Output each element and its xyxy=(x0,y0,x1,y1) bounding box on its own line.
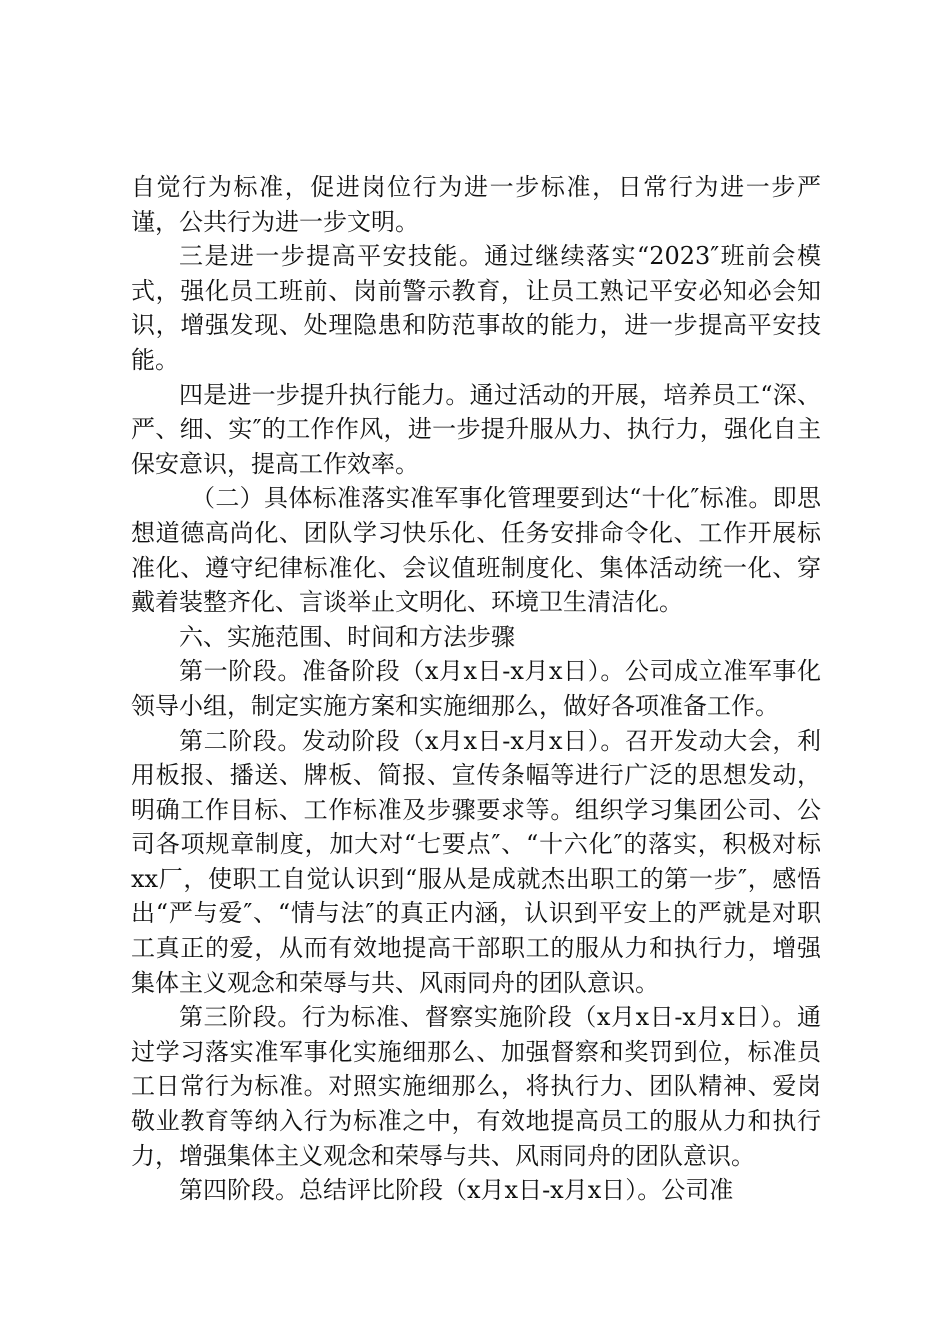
paragraph-ten-standards: （二）具体标准落实准军事化管理要到达“十化″标准。即思想道德高尚化、团队学习快乐化、任务安排命令化、工作开展标准化、遵守纪律标准化、会议值班制度化、集体活动统一化、穿戴着装整齐化、言谈举止文明化、环境卫生清洁化。 xyxy=(131,484,821,617)
paragraph-stage-one: 第一阶段。准备阶段（x月x日-x月x日）。公司成立准军事化领导小组，制定实施方案和实施细那么，做好各项准备工作。 xyxy=(131,657,821,720)
paragraph-stage-four: 第四阶段。总结评比阶段（x月x日-x月x日）。公司准 xyxy=(179,1176,734,1205)
paragraph-stage-two: 第二阶段。发动阶段（x月x日-x月x日）。召开发动大会，利用板报、播送、牌板、简报、宣传条幅等进行广泛的思想发动，明确工作目标、工作标准及步骤要求等。组织学习集团公司、公司各项规章制度，加大对“七要点″、“十六化″的落实，积极对标xx厂，使职工自觉认识到“服从是成就杰出职工的第一步″，感悟出“严与爱″、“情与法″的真正内涵，认识到平安上的严就是对职工真正的爱，从而有效地提高干部职工的服从力和执行力，增强集体主义观念和荣辱与共、风雨同舟的团队意识。 xyxy=(131,726,821,997)
paragraph-continuation: 自觉行为标准，促进岗位行为进一步标准，日常行为进一步严谨，公共行为进一步文明。 xyxy=(131,173,821,236)
paragraph-safety-skills: 三是进一步提高平安技能。通过继续落实“2023″班前会模式，强化员工班前、岗前警示教育，让员工熟记平安必知必会知识，增强发现、处理隐患和防范事故的能力，进一步提高平安技能。 xyxy=(131,242,821,374)
paragraph-execution-ability: 四是进一步提升执行能力。通过活动的开展，培养员工“深、严、细、实″的工作作风，进一步提升服从力、执行力，强化自主保安意识，提高工作效率。 xyxy=(131,380,821,478)
paragraph-stage-three: 第三阶段。行为标准、督察实施阶段（x月x日-x月x日）。通过学习落实准军事化实施细那么、加强督察和奖罚到位，标准员工日常行为标准。对照实施细那么，将执行力、团队精神、爱岗敬业教育等纳入行为标准之中，有效地提高员工的服从力和执行力，增强集体主义观念和荣辱与共、风雨同舟的团队意识。 xyxy=(131,1003,821,1170)
document-body xyxy=(131,170,821,1208)
section-heading-implementation: 六、实施范围、时间和方法步骤 xyxy=(179,622,515,651)
